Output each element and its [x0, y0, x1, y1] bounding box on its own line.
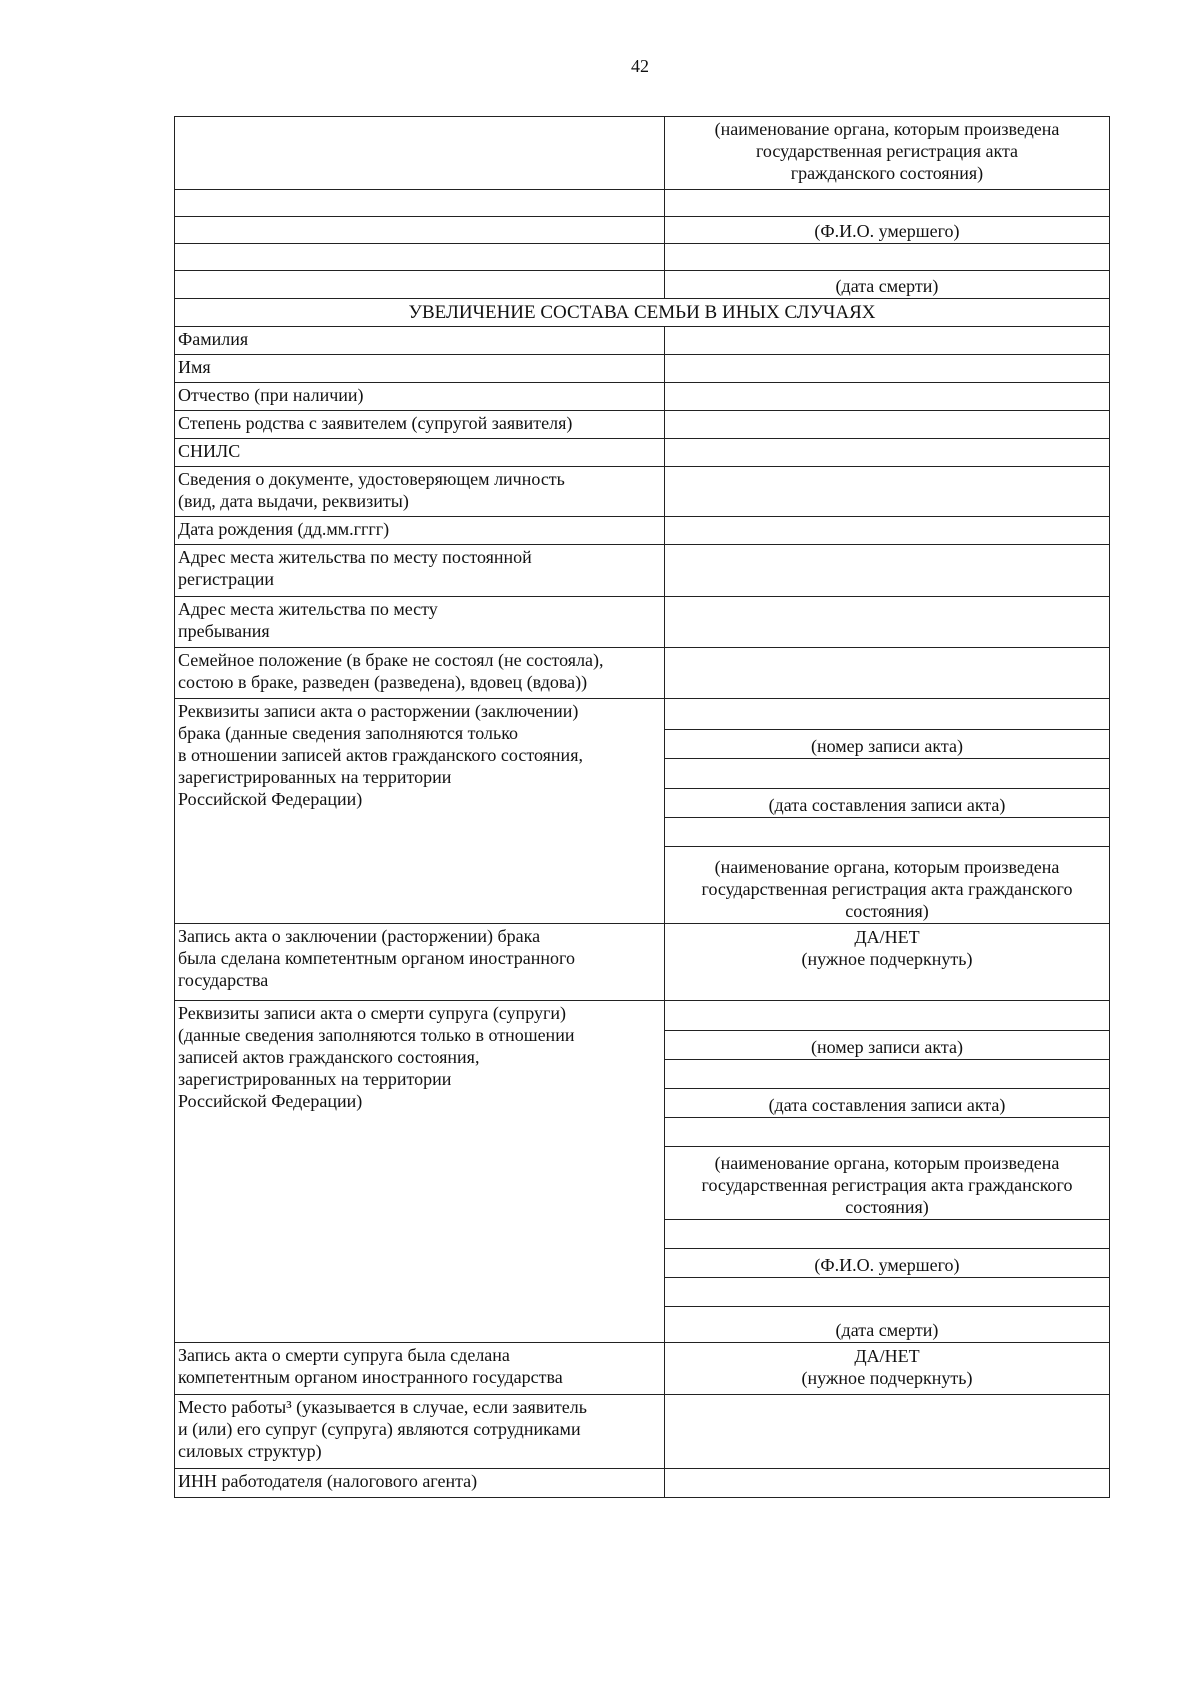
yes-no-choice[interactable]: ДА/НЕТ (нужное подчеркнуть) — [801, 927, 973, 969]
address-stay-input[interactable] — [665, 597, 1109, 647]
page-number: 42 — [631, 56, 649, 76]
fio-input[interactable] — [665, 244, 1109, 270]
name-input[interactable] — [665, 355, 1109, 382]
death-date-input[interactable] — [665, 1277, 1109, 1306]
table-row — [175, 1394, 1109, 1468]
section-heading: УВЕЛИЧЕНИЕ СОСТАВА СЕМЬИ В ИНЫХ СЛУЧАЯХ — [408, 302, 876, 323]
record-number-label: (номер записи акта) — [665, 1030, 1109, 1059]
patronymic-input[interactable] — [665, 383, 1109, 410]
address-permanent-label: Адрес места жительства по месту постоянной регистрации — [175, 545, 665, 596]
form-table — [174, 116, 1110, 1498]
record-number-input[interactable] — [665, 1001, 1109, 1030]
table-row — [175, 354, 1109, 382]
table-row — [175, 466, 1109, 516]
table-row — [175, 298, 1109, 326]
record-number-input[interactable] — [665, 699, 1109, 729]
table-row — [175, 382, 1109, 410]
table-row — [175, 117, 1109, 189]
divorce-record-label: Реквизиты записи акта о расторжении (заключении) брака (данные сведения заполняются только в отношении записей актов гражданского состояния, зарегистрированных на территории Российской Федерации) — [175, 699, 665, 923]
table-row — [175, 243, 1109, 270]
organ-input[interactable] — [665, 190, 1109, 216]
table-row — [175, 216, 1109, 243]
table-row — [175, 326, 1109, 354]
marital-status-input[interactable] — [665, 648, 1109, 698]
table-row — [175, 189, 1109, 216]
id-doc-label: Сведения о документе, удостоверяющем личность (вид, дата выдачи, реквизиты) — [175, 467, 665, 516]
foreign-death-label: Запись акта о смерти супруга была сделана компетентным органом иностранного государства — [175, 1343, 665, 1394]
id-doc-input[interactable] — [665, 467, 1109, 516]
table-row — [175, 438, 1109, 466]
relation-input[interactable] — [665, 411, 1109, 438]
table-row — [175, 1000, 1109, 1342]
record-number-label: (номер записи акта) — [665, 729, 1109, 758]
workplace-input[interactable] — [665, 1395, 1109, 1468]
organ-label: (наименование органа, которым произведена государственная регистрация акта гражданского состояния) — [714, 119, 1060, 183]
organ-input[interactable] — [665, 817, 1109, 846]
fio-deceased-label: (Ф.И.О. умершего) — [665, 1248, 1109, 1277]
birth-date-input[interactable] — [665, 517, 1109, 544]
marital-status-label: Семейное положение (в браке не состоял (не состояла), состою в браке, разведен (разведена), вдовец (вдова)) — [175, 648, 665, 698]
snils-input[interactable] — [665, 439, 1109, 466]
empty-cell — [175, 117, 665, 189]
death-date-label: (дата смерти) — [835, 276, 939, 296]
yes-no-choice[interactable]: ДА/НЕТ (нужное подчеркнуть) — [801, 1346, 973, 1388]
foreign-marriage-label: Запись акта о заключении (расторжении) брака была сделана компетентным органом иностранного государства — [175, 924, 665, 1000]
patronymic-label: Отчество (при наличии) — [175, 383, 665, 410]
record-date-label: (дата составления записи акта) — [665, 1088, 1109, 1117]
table-row — [175, 647, 1109, 698]
record-date-input[interactable] — [665, 1059, 1109, 1088]
table-row — [175, 270, 1109, 298]
organ-input[interactable] — [665, 1117, 1109, 1146]
fio-input[interactable] — [665, 1219, 1109, 1248]
table-row — [175, 544, 1109, 596]
table-row — [175, 596, 1109, 647]
table-row — [175, 923, 1109, 1000]
birth-date-label: Дата рождения (дд.мм.гггг) — [175, 517, 665, 544]
death-record-label: Реквизиты записи акта о смерти супруга (супруги) (данные сведения заполняются только в отношении записей актов гражданского состояния, зарегистрированных на территории Российской Федерации) — [175, 1001, 665, 1342]
death-date-label: (дата смерти) — [665, 1306, 1109, 1342]
snils-label: СНИЛС — [175, 439, 665, 466]
surname-input[interactable] — [665, 327, 1109, 354]
record-date-input[interactable] — [665, 758, 1109, 788]
relation-label: Степень родства с заявителем (супругой заявителя) — [175, 411, 665, 438]
address-stay-label: Адрес места жительства по месту пребывания — [175, 597, 665, 647]
record-date-label: (дата составления записи акта) — [665, 788, 1109, 817]
table-row — [175, 1468, 1109, 1497]
organ-label: (наименование органа, которым произведена государственная регистрация акта гражданского состояния) — [665, 1146, 1109, 1219]
employer-inn-label: ИНН работодателя (налогового агента) — [175, 1469, 665, 1497]
name-label: Имя — [175, 355, 665, 382]
fio-deceased-label: (Ф.И.О. умершего) — [814, 221, 960, 241]
table-row — [175, 1342, 1109, 1394]
surname-label: Фамилия — [175, 327, 665, 354]
employer-inn-input[interactable] — [665, 1469, 1109, 1497]
organ-label: (наименование органа, которым произведена государственная регистрация акта гражданского состояния) — [665, 846, 1109, 923]
table-row — [175, 698, 1109, 923]
address-permanent-input[interactable] — [665, 545, 1109, 596]
table-row — [175, 410, 1109, 438]
workplace-label: Место работы³ (указывается в случае, если заявитель и (или) его супруг (супруга) являются сотрудниками силовых структур) — [175, 1395, 665, 1468]
table-row — [175, 516, 1109, 544]
